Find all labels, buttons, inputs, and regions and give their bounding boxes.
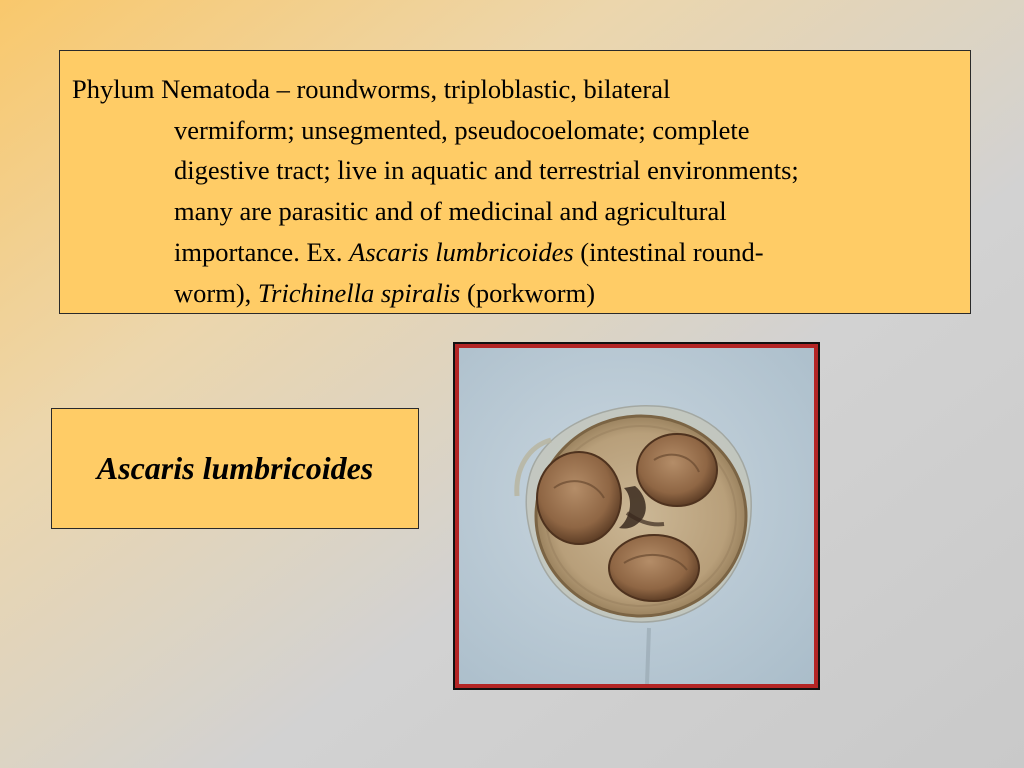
definition-line-5-start: importance. Ex. <box>174 236 350 267</box>
definition-line-2 <box>72 110 992 151</box>
definition-line-4 <box>72 191 992 232</box>
species-name-ascaris: Ascaris lumbricoides <box>349 236 574 267</box>
definition-line-3-text: digestive tract; live in aquatic and terrestrial environments; <box>174 155 799 186</box>
definition-line-1 <box>72 69 992 110</box>
definition-line-2-text: vermiform; unsegmented, pseudocoelomate; complete <box>174 114 750 145</box>
definition-line-5 <box>72 232 992 273</box>
definition-line-6-end: (porkworm) <box>460 277 596 308</box>
definition-line-6-start: worm), <box>174 277 258 308</box>
micrograph-frame <box>453 342 820 690</box>
definition-line-4-text: many are parasitic and of medicinal and agricultural <box>174 196 727 227</box>
definition-text <box>72 69 992 313</box>
species-name-trichinella: Trichinella spiralis <box>257 277 461 308</box>
definition-line-6 <box>72 273 992 314</box>
species-label-box <box>51 408 419 529</box>
ascaris-egg-micrograph <box>459 348 814 684</box>
definition-line-3 <box>72 150 992 191</box>
definition-line-1-text: Phylum Nematoda – roundworms, triploblastic, bilateral <box>72 74 671 104</box>
definition-line-5-end: (intestinal round- <box>573 236 764 267</box>
species-label: Ascaris lumbricoides <box>96 450 374 486</box>
definition-box <box>59 50 971 314</box>
